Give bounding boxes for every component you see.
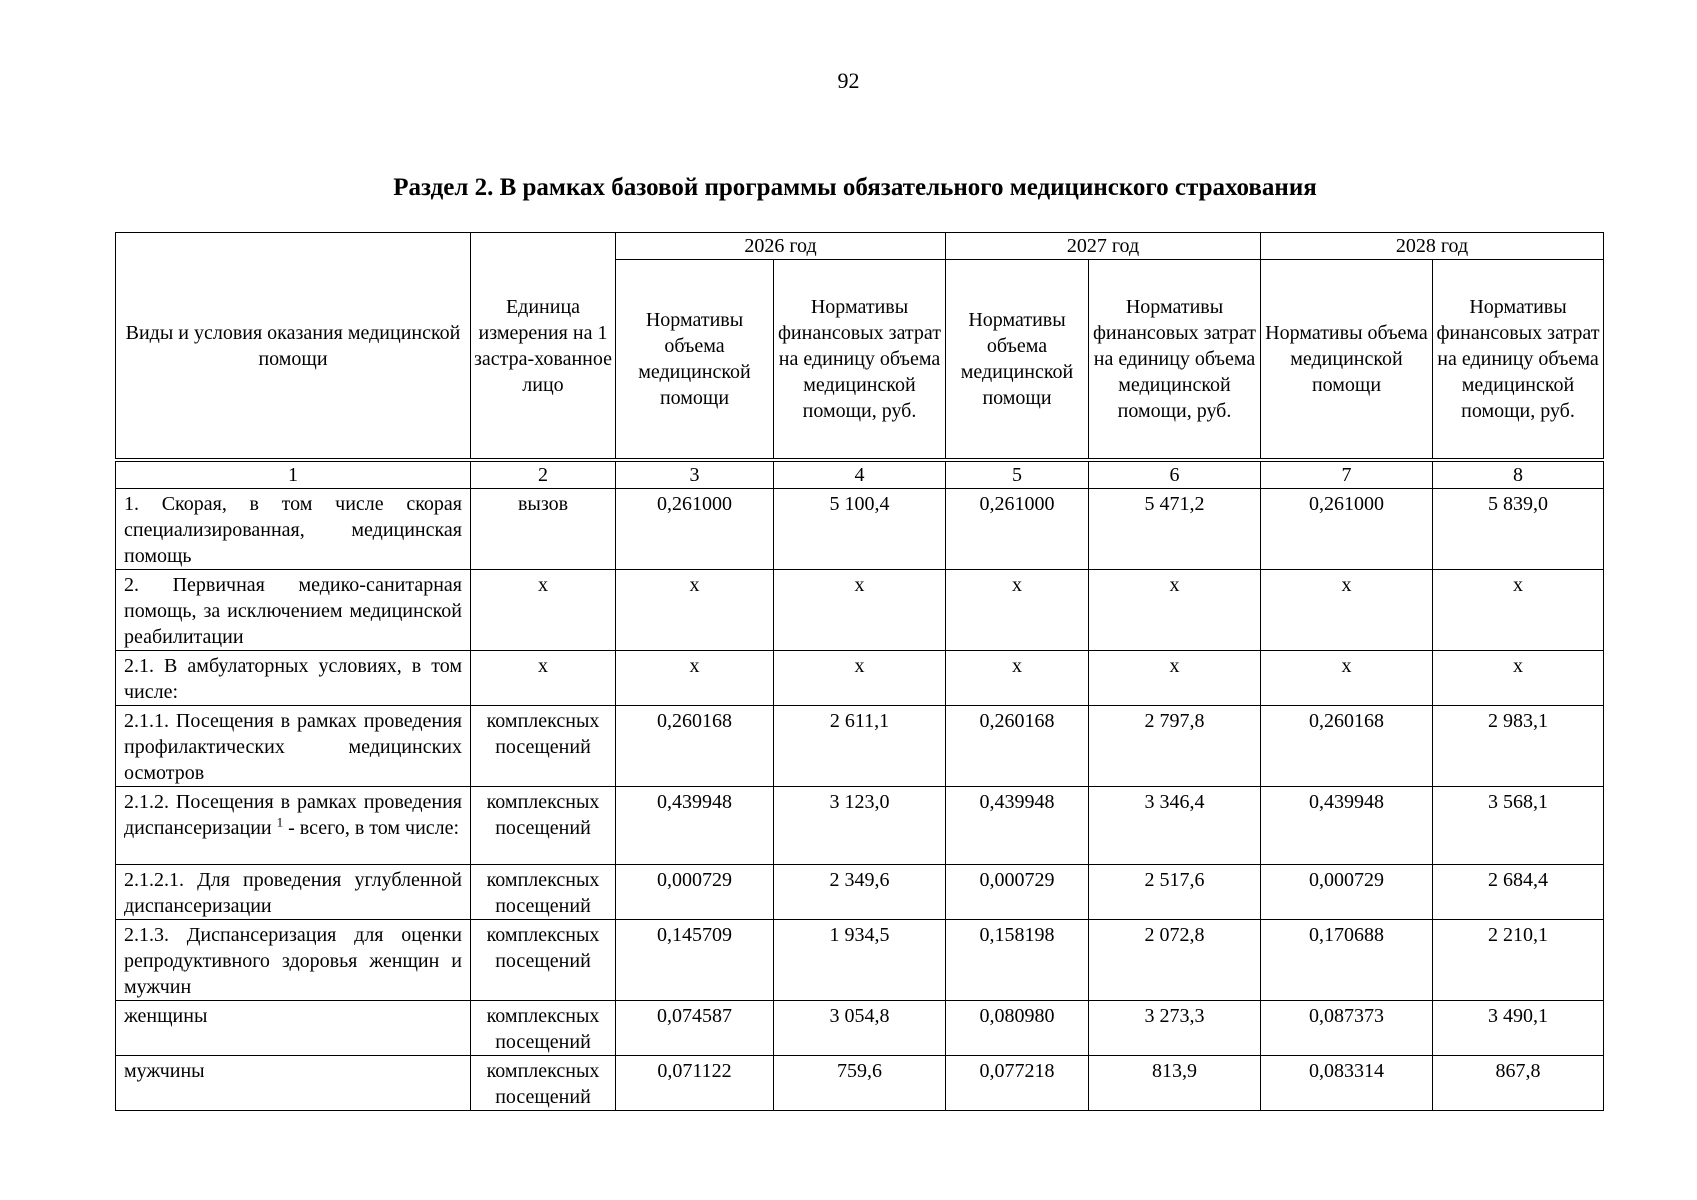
header-volume-2027: Нормативы объема медицинской помощи [946, 260, 1089, 459]
header-cost-2026: Нормативы финансовых затрат на единицу объема медицинской помощи, руб. [774, 260, 946, 459]
volume-2027: х [946, 651, 1089, 706]
row-name: 1. Скорая, в том числе скорая специализированная, медицинская помощь [116, 489, 471, 570]
row-unit: х [471, 570, 616, 651]
cost-2027: х [1089, 570, 1261, 651]
cost-2026: 1 934,5 [774, 920, 946, 1001]
row-unit: х [471, 651, 616, 706]
volume-2028: 0,087373 [1261, 1001, 1433, 1056]
volume-2026: 0,071122 [616, 1056, 774, 1111]
row-name: 2. Первичная медико-санитарная помощь, за исключением медицинской реабилитации [116, 570, 471, 651]
table-row [116, 865, 1604, 920]
row-name-text: - всего, в том числе: [283, 817, 460, 839]
section-title: Раздел 2. В рамках базовой программы обязательного медицинского страхования [393, 174, 1317, 201]
cost-2026: 759,6 [774, 1056, 946, 1111]
cost-2028: 2 210,1 [1433, 920, 1604, 1001]
volume-2026: 0,145709 [616, 920, 774, 1001]
volume-2028: 0,261000 [1261, 489, 1433, 570]
row-unit: вызов [471, 489, 616, 570]
column-number: 1 [116, 462, 471, 489]
cost-2026: х [774, 570, 946, 651]
column-number: 6 [1089, 462, 1261, 489]
row-unit: комплексных посещений [471, 787, 616, 865]
header-volume-2026: Нормативы объема медицинской помощи [616, 260, 774, 459]
volume-2028: 0,083314 [1261, 1056, 1433, 1111]
volume-2027: 0,158198 [946, 920, 1089, 1001]
volume-2026: 0,074587 [616, 1001, 774, 1056]
table-row [116, 706, 1604, 787]
cost-2027: 2 517,6 [1089, 865, 1261, 920]
cost-2028: 2 684,4 [1433, 865, 1604, 920]
row-name: 2.1.1. Посещения в рамках проведения профилактических медицинских осмотров [116, 706, 471, 787]
table-row [116, 489, 1604, 570]
table-row [116, 1001, 1604, 1056]
header-cost-2027: Нормативы финансовых затрат на единицу объема медицинской помощи, руб. [1089, 260, 1261, 459]
volume-2028: 0,000729 [1261, 865, 1433, 920]
row-unit: комплексных посещений [471, 1056, 616, 1111]
cost-2028: х [1433, 570, 1604, 651]
column-number-row [116, 462, 1604, 489]
row-unit: комплексных посещений [471, 920, 616, 1001]
table-row [116, 1056, 1604, 1111]
row-name: 2.1.3. Диспансеризация для оценки репродуктивного здоровья женщин и мужчин [116, 920, 471, 1001]
volume-2027: 0,260168 [946, 706, 1089, 787]
column-number: 3 [616, 462, 774, 489]
volume-2027: 0,439948 [946, 787, 1089, 865]
cost-2027: 5 471,2 [1089, 489, 1261, 570]
row-name: 2.1. В амбулаторных условиях, в том числе: [116, 651, 471, 706]
cost-2027: х [1089, 651, 1261, 706]
row-unit: комплексных посещений [471, 865, 616, 920]
volume-2027: 0,080980 [946, 1001, 1089, 1056]
column-number: 7 [1261, 462, 1433, 489]
volume-2026: 0,000729 [616, 865, 774, 920]
volume-2026: 0,260168 [616, 706, 774, 787]
volume-2026: х [616, 570, 774, 651]
table-row [116, 787, 1604, 865]
table-row [116, 920, 1604, 1001]
cost-2026: 2 349,6 [774, 865, 946, 920]
volume-2026: 0,439948 [616, 787, 774, 865]
row-name-text: 2.1.2. Посещения в рамках проведения диспансеризации [124, 791, 462, 839]
volume-2028: 0,170688 [1261, 920, 1433, 1001]
cost-2027: 813,9 [1089, 1056, 1261, 1111]
header-cost-2028: Нормативы финансовых затрат на единицу объема медицинской помощи, руб. [1433, 260, 1604, 459]
header-year-2026: 2026 год [616, 233, 946, 260]
column-number: 8 [1433, 462, 1604, 489]
cost-2027: 3 273,3 [1089, 1001, 1261, 1056]
cost-2028: 2 983,1 [1433, 706, 1604, 787]
cost-2026: х [774, 651, 946, 706]
volume-2026: х [616, 651, 774, 706]
cost-2028: 3 490,1 [1433, 1001, 1604, 1056]
cost-2027: 2 797,8 [1089, 706, 1261, 787]
cost-2027: 3 346,4 [1089, 787, 1261, 865]
row-unit: комплексных посещений [471, 706, 616, 787]
volume-2028: 0,260168 [1261, 706, 1433, 787]
cost-2028: х [1433, 651, 1604, 706]
column-number: 2 [471, 462, 616, 489]
volume-2028: х [1261, 570, 1433, 651]
volume-2027: х [946, 570, 1089, 651]
footnote-marker: 1 [276, 814, 284, 830]
volume-2026: 0,261000 [616, 489, 774, 570]
volume-2028: 0,439948 [1261, 787, 1433, 865]
cost-2028: 5 839,0 [1433, 489, 1604, 570]
volume-2028: х [1261, 651, 1433, 706]
cost-2026: 3 123,0 [774, 787, 946, 865]
row-name [116, 787, 471, 865]
row-name: 2.1.2.1. Для проведения углубленной диспансеризации [116, 865, 471, 920]
cost-2026: 3 054,8 [774, 1001, 946, 1056]
table-row [116, 570, 1604, 651]
cost-2026: 5 100,4 [774, 489, 946, 570]
cost-2026: 2 611,1 [774, 706, 946, 787]
page-number: 92 [837, 68, 860, 93]
cost-2027: 2 072,8 [1089, 920, 1261, 1001]
row-name: женщины [116, 1001, 471, 1056]
header-year-2028: 2028 год [1261, 233, 1604, 260]
table-header [115, 232, 1604, 459]
table-row [116, 651, 1604, 706]
table-body [115, 461, 1604, 1111]
row-name: мужчины [116, 1056, 471, 1111]
header-year-2027: 2027 год [946, 233, 1261, 260]
row-unit: комплексных посещений [471, 1001, 616, 1056]
volume-2027: 0,261000 [946, 489, 1089, 570]
header-unit: Единица измерения на 1 застра-хованное лицо [471, 233, 616, 459]
column-number: 4 [774, 462, 946, 489]
header-volume-2028: Нормативы объема медицинской помощи [1261, 260, 1433, 459]
column-number: 5 [946, 462, 1089, 489]
cost-2028: 3 568,1 [1433, 787, 1604, 865]
volume-2027: 0,077218 [946, 1056, 1089, 1111]
header-kind: Виды и условия оказания медицинской помощи [116, 233, 471, 459]
volume-2027: 0,000729 [946, 865, 1089, 920]
cost-2028: 867,8 [1433, 1056, 1604, 1111]
